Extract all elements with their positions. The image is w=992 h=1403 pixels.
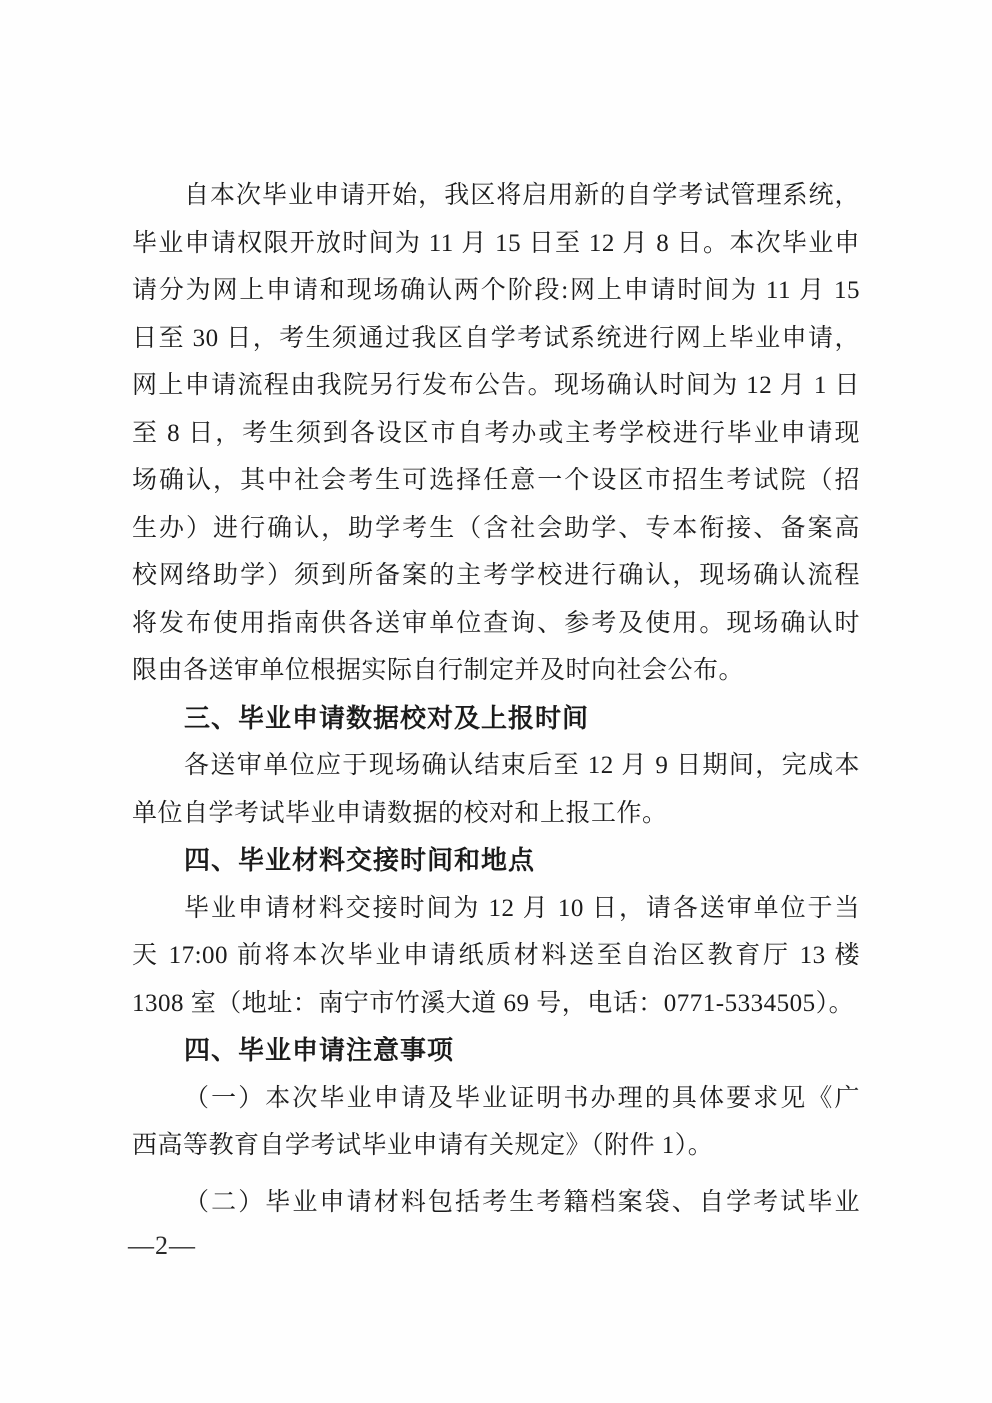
section-heading: 四、毕业申请注意事项 [184, 1035, 455, 1065]
text-line: 至 8 日，考生须到各设区市自考办或主考学校进行毕业申请现 [132, 419, 860, 447]
text-line: 自本次毕业申请开始，我区将启用新的自学考试管理系统， [184, 182, 860, 209]
text-line: 生办）进行确认，助学考生（含社会助学、专本衔接、备案高 [132, 514, 860, 542]
text-line: 毕业申请权限开放时间为 11 月 15 日至 12 月 8 日。本次毕业申 [132, 229, 860, 257]
text-line: 天 17:00 前将本次毕业申请纸质材料送至自治区教育厅 13 楼 [132, 942, 860, 969]
text-line: 场确认，其中社会考生可选择任意一个设区市招生考试院（招 [132, 467, 860, 494]
text-line: 限由各送审单位根据实际自行制定并及时向社会公布。 [132, 657, 745, 684]
text-line: 各送审单位应于现场确认结束后至 12 月 9 日期间，完成本 [184, 752, 860, 779]
text-line: （二）毕业申请材料包括考生考籍档案袋、自学考试毕业 [184, 1188, 860, 1216]
text-line: 毕业申请材料交接时间为 12 月 10 日，请各送审单位于当 [184, 894, 860, 922]
text-line: 单位自学考试毕业申请数据的校对和上报工作。 [132, 799, 668, 827]
text-line: 日至 30 日，考生须通过我区自学考试系统进行网上毕业申请， [132, 324, 860, 352]
section-heading: 三、毕业申请数据校对及上报时间 [184, 702, 590, 733]
text-line: （一）本次毕业申请及毕业证明书办理的具体要求见《广 [184, 1084, 860, 1112]
document-content [132, 172, 860, 1226]
text-line: 网上申请流程由我院另行发布公告。现场确认时间为 12 月 1 日 [132, 372, 860, 399]
text-line: 1308 室（地址：南宁市竹溪大道 69 号，电话：0771-5334505）。 [132, 989, 855, 1017]
text-line: 校网络助学）须到所备案的主考学校进行确认，现场确认流程 [132, 562, 860, 589]
section-heading: 四、毕业材料交接时间和地点 [184, 845, 536, 875]
page-number: —2— [128, 1231, 196, 1260]
text-line: 西高等教育自学考试毕业申请有关规定》（附件 1）。 [132, 1132, 714, 1159]
text-line: 将发布使用指南供各送审单位查询、参考及使用。现场确认时 [132, 609, 860, 637]
text-line: 请分为网上申请和现场确认两个阶段:网上申请时间为 11 月 15 [132, 277, 860, 304]
